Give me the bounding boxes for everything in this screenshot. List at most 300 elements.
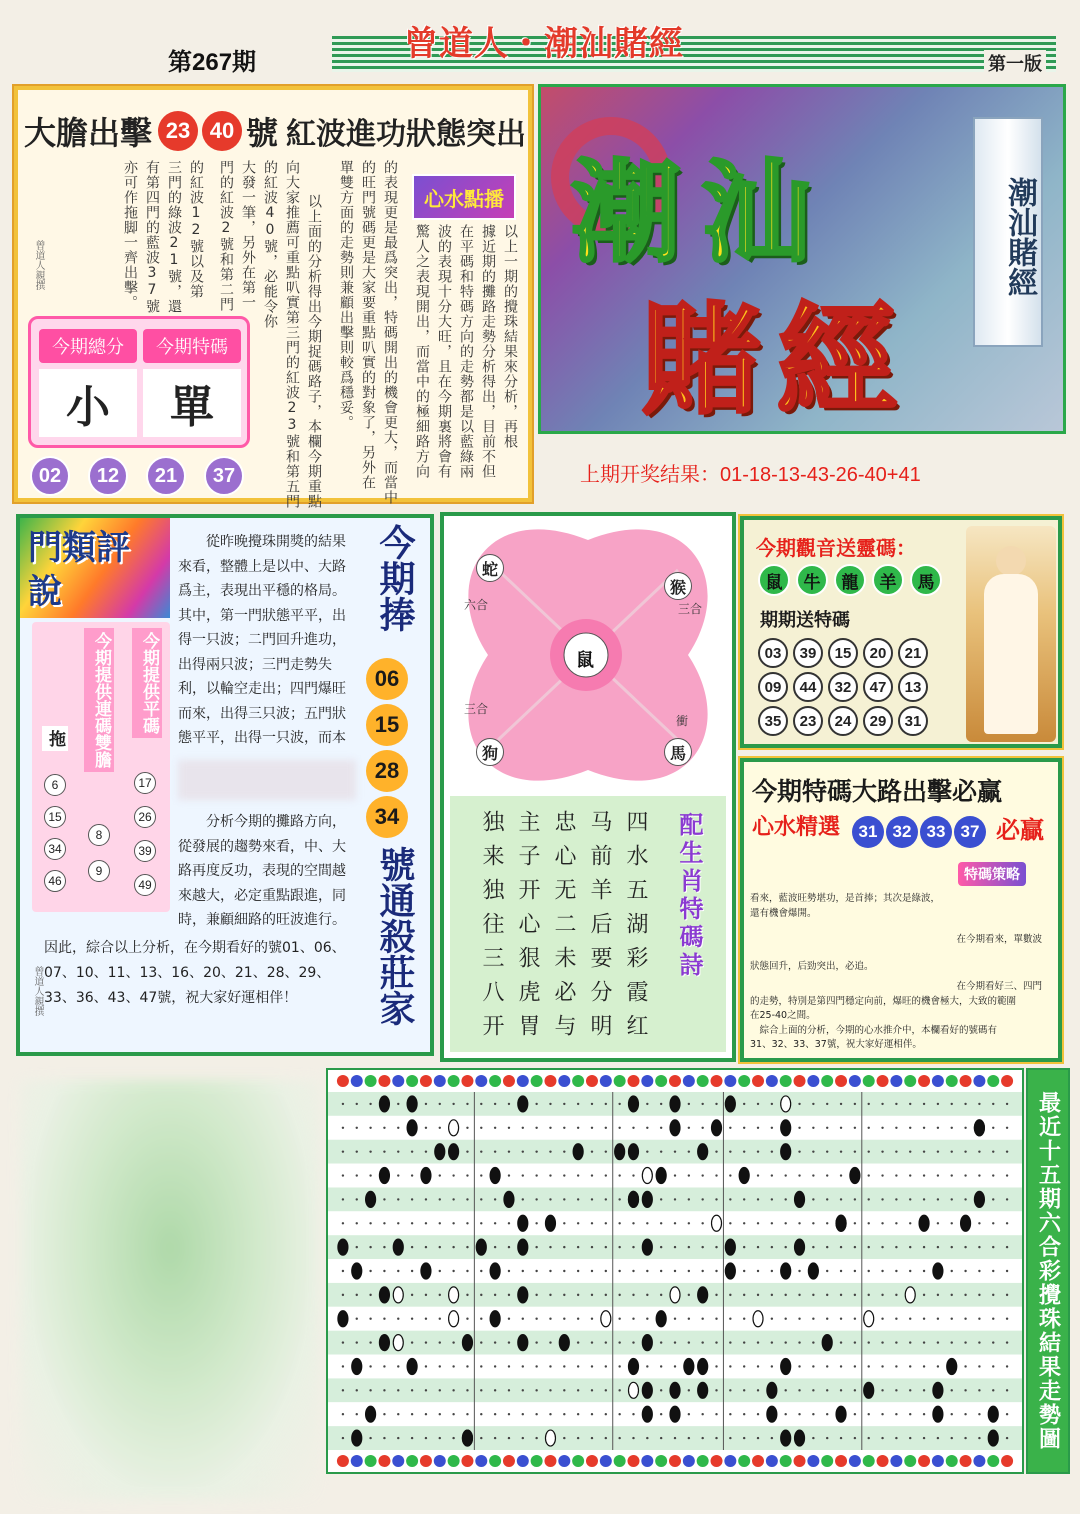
header-ball bbox=[517, 1075, 529, 1087]
trend-dot bbox=[826, 1389, 828, 1391]
tuo-list bbox=[44, 774, 66, 892]
trend-dot bbox=[1006, 1318, 1008, 1320]
trend-dot bbox=[660, 1127, 662, 1129]
trend-dot bbox=[715, 1174, 717, 1176]
trend-dot bbox=[688, 1174, 690, 1176]
drawn-mark bbox=[518, 1335, 528, 1351]
trend-dot bbox=[452, 1365, 454, 1367]
trend-dot bbox=[909, 1365, 911, 1367]
special-mark bbox=[449, 1287, 459, 1303]
drawn-mark bbox=[988, 1406, 998, 1422]
trend-dot bbox=[784, 1246, 786, 1248]
trend-dot bbox=[992, 1341, 994, 1343]
tuo-label: 拖 bbox=[42, 726, 68, 751]
trend-dot bbox=[508, 1437, 510, 1439]
trend-dot bbox=[563, 1103, 565, 1105]
header-ball bbox=[378, 1455, 390, 1467]
article-col-11: 的紅波40號，必能令你 bbox=[262, 160, 278, 329]
trend-dot bbox=[535, 1318, 537, 1320]
trend-dot bbox=[743, 1413, 745, 1415]
trend-dot bbox=[937, 1437, 939, 1439]
trend-dot bbox=[383, 1270, 385, 1272]
header-ball bbox=[378, 1075, 390, 1087]
trend-dot bbox=[439, 1341, 441, 1343]
header-ball bbox=[766, 1455, 778, 1467]
trend-dot bbox=[895, 1222, 897, 1224]
trend-dot bbox=[549, 1365, 551, 1367]
trend-dot bbox=[397, 1270, 399, 1272]
drawn-mark bbox=[642, 1406, 652, 1422]
trend-dot bbox=[452, 1389, 454, 1391]
trend-dot bbox=[411, 1294, 413, 1296]
trend-dot bbox=[784, 1318, 786, 1320]
special-line-1: 看來，藍波旺勢堪功，是首捧；其次是綠波， bbox=[750, 893, 941, 904]
drawn-mark bbox=[795, 1191, 805, 1207]
trend-dot bbox=[439, 1270, 441, 1272]
trend-dot bbox=[494, 1365, 496, 1367]
drawn-mark bbox=[407, 1096, 417, 1112]
trend-dot bbox=[743, 1198, 745, 1200]
trend-dot bbox=[646, 1318, 648, 1320]
trend-dot bbox=[951, 1437, 953, 1439]
header-ball bbox=[461, 1455, 473, 1467]
trend-dot bbox=[646, 1127, 648, 1129]
trend-dot bbox=[1006, 1222, 1008, 1224]
trend-dot bbox=[701, 1103, 703, 1105]
trend-dot bbox=[840, 1389, 842, 1391]
trend-dot bbox=[356, 1294, 358, 1296]
grid-ball: 39 bbox=[793, 638, 823, 668]
trend-dot bbox=[632, 1341, 634, 1343]
drawn-mark bbox=[504, 1191, 514, 1207]
trend-dot bbox=[494, 1341, 496, 1343]
trend-dot bbox=[812, 1198, 814, 1200]
trend-dot bbox=[978, 1437, 980, 1439]
trend-dot bbox=[466, 1127, 468, 1129]
side-ball: 28 bbox=[366, 750, 408, 792]
trend-dot bbox=[383, 1150, 385, 1152]
trend-dot bbox=[605, 1127, 607, 1129]
trend-dot bbox=[342, 1103, 344, 1105]
trend-dot bbox=[522, 1365, 524, 1367]
trend-dot bbox=[881, 1365, 883, 1367]
trend-dot bbox=[868, 1150, 870, 1152]
trend-dot bbox=[895, 1270, 897, 1272]
trend-dot bbox=[757, 1437, 759, 1439]
trend-dot bbox=[674, 1318, 676, 1320]
trend-dot bbox=[356, 1222, 358, 1224]
trend-dot bbox=[729, 1294, 731, 1296]
trend-dot bbox=[688, 1246, 690, 1248]
drawn-mark bbox=[573, 1144, 583, 1160]
trend-dot bbox=[715, 1437, 717, 1439]
animal-ball: 鼠 bbox=[758, 564, 790, 596]
header-ball bbox=[392, 1455, 404, 1467]
trend-dot bbox=[605, 1150, 607, 1152]
trend-title-bar bbox=[1026, 1068, 1070, 1474]
trend-dot bbox=[937, 1174, 939, 1176]
trend-dot bbox=[868, 1294, 870, 1296]
trend-dot bbox=[522, 1318, 524, 1320]
trend-dot bbox=[854, 1127, 856, 1129]
trend-dot bbox=[743, 1318, 745, 1320]
header-ball bbox=[904, 1455, 916, 1467]
trend-dot bbox=[715, 1341, 717, 1343]
header-ball bbox=[434, 1075, 446, 1087]
trend-dot bbox=[397, 1413, 399, 1415]
trend-dot bbox=[383, 1222, 385, 1224]
grid-ball: 32 bbox=[828, 672, 858, 702]
article-col-15: 三門的綠波21號，還 bbox=[166, 160, 182, 314]
guanyin-animals bbox=[758, 564, 942, 596]
header-ball bbox=[365, 1455, 377, 1467]
header-ball bbox=[932, 1075, 944, 1087]
drawn-mark bbox=[615, 1144, 625, 1160]
trend-dot bbox=[798, 1294, 800, 1296]
side-balls bbox=[366, 658, 408, 838]
trend-dot bbox=[798, 1318, 800, 1320]
trend-dot bbox=[909, 1198, 911, 1200]
faded-artwork bbox=[20, 1080, 320, 1500]
header-ball bbox=[987, 1075, 999, 1087]
trend-dot bbox=[909, 1246, 911, 1248]
animal-ball: 馬 bbox=[910, 564, 942, 596]
trend-dot bbox=[549, 1198, 551, 1200]
tuo-ball: 6 bbox=[44, 774, 66, 796]
trend-dot bbox=[425, 1437, 427, 1439]
trend-dot bbox=[356, 1318, 358, 1320]
header-ball bbox=[821, 1455, 833, 1467]
pick-ball-1: 02 bbox=[30, 456, 70, 496]
trend-dot bbox=[577, 1174, 579, 1176]
trend-dot bbox=[992, 1174, 994, 1176]
trend-dot bbox=[798, 1413, 800, 1415]
trend-dot bbox=[978, 1413, 980, 1415]
trend-dot bbox=[743, 1365, 745, 1367]
trend-dot bbox=[356, 1127, 358, 1129]
trend-dot bbox=[466, 1150, 468, 1152]
trend-dot bbox=[411, 1437, 413, 1439]
trend-dot bbox=[356, 1341, 358, 1343]
header-ball bbox=[780, 1075, 792, 1087]
trend-dot bbox=[715, 1103, 717, 1105]
trend-dot bbox=[646, 1222, 648, 1224]
side-ball: 15 bbox=[366, 704, 408, 746]
header-ball bbox=[406, 1075, 418, 1087]
trend-dot bbox=[494, 1127, 496, 1129]
trend-dot bbox=[369, 1174, 371, 1176]
grid-ball: 35 bbox=[758, 706, 788, 736]
trend-dot bbox=[784, 1341, 786, 1343]
trend-dot bbox=[1006, 1246, 1008, 1248]
header-ball bbox=[600, 1075, 612, 1087]
trend-dot bbox=[522, 1150, 524, 1152]
special-mark bbox=[601, 1311, 611, 1327]
trend-dot bbox=[964, 1198, 966, 1200]
trend-dot bbox=[826, 1246, 828, 1248]
header-ball bbox=[448, 1075, 460, 1087]
trend-dot bbox=[757, 1222, 759, 1224]
trend-dot bbox=[522, 1413, 524, 1415]
trend-dot bbox=[923, 1389, 925, 1391]
trend-dot bbox=[715, 1413, 717, 1415]
trend-dot bbox=[840, 1318, 842, 1320]
trend-dot bbox=[868, 1222, 870, 1224]
trend-dot bbox=[771, 1127, 773, 1129]
drawn-mark bbox=[725, 1263, 735, 1279]
drawn-mark bbox=[933, 1382, 943, 1398]
issue-number: 第267期 bbox=[168, 49, 257, 76]
drawn-mark bbox=[698, 1287, 708, 1303]
total-special-box bbox=[28, 316, 250, 448]
trend-dot bbox=[840, 1127, 842, 1129]
drawn-mark bbox=[698, 1382, 708, 1398]
trend-dot bbox=[383, 1318, 385, 1320]
header-ball bbox=[1001, 1075, 1013, 1087]
trend-dot bbox=[937, 1294, 939, 1296]
trend-dot bbox=[480, 1222, 482, 1224]
pingma-ball: 39 bbox=[134, 840, 156, 862]
header-ball bbox=[683, 1075, 695, 1087]
drawn-mark bbox=[642, 1382, 652, 1398]
trend-dot bbox=[411, 1246, 413, 1248]
trend-dot bbox=[881, 1437, 883, 1439]
header-ball bbox=[724, 1455, 736, 1467]
trend-dot bbox=[854, 1103, 856, 1105]
trend-dot bbox=[951, 1389, 953, 1391]
drawn-mark bbox=[698, 1144, 708, 1160]
header-ball bbox=[572, 1075, 584, 1087]
trend-dot bbox=[909, 1222, 911, 1224]
trend-dot bbox=[840, 1174, 842, 1176]
header-ball bbox=[337, 1455, 349, 1467]
header-ball bbox=[904, 1075, 916, 1087]
drawn-mark bbox=[518, 1096, 528, 1112]
trend-dot bbox=[895, 1198, 897, 1200]
header-ball bbox=[655, 1455, 667, 1467]
trend-dot bbox=[646, 1150, 648, 1152]
pingma-ball: 49 bbox=[134, 874, 156, 896]
trend-dot bbox=[688, 1222, 690, 1224]
trend-dot bbox=[452, 1246, 454, 1248]
trend-dot bbox=[951, 1246, 953, 1248]
special-mark bbox=[449, 1120, 459, 1136]
trend-dot bbox=[895, 1127, 897, 1129]
trend-dot bbox=[660, 1198, 662, 1200]
trend-dot bbox=[937, 1341, 939, 1343]
trend-dot bbox=[397, 1389, 399, 1391]
trend-dot bbox=[826, 1294, 828, 1296]
drawn-mark bbox=[366, 1191, 376, 1207]
drawn-mark bbox=[462, 1335, 472, 1351]
drawn-mark bbox=[974, 1120, 984, 1136]
trend-dot bbox=[978, 1174, 980, 1176]
trend-dot bbox=[1006, 1389, 1008, 1391]
trend-dot bbox=[425, 1294, 427, 1296]
trend-dot bbox=[480, 1198, 482, 1200]
trend-dot bbox=[923, 1413, 925, 1415]
trend-dot bbox=[342, 1150, 344, 1152]
trend-dot bbox=[854, 1389, 856, 1391]
trend-dot bbox=[798, 1365, 800, 1367]
trend-dot bbox=[715, 1270, 717, 1272]
trend-dot bbox=[425, 1318, 427, 1320]
special-value: 單 bbox=[143, 369, 241, 437]
special-mark bbox=[753, 1311, 763, 1327]
drawn-mark bbox=[628, 1358, 638, 1374]
trend-dot bbox=[466, 1198, 468, 1200]
trend-dot bbox=[466, 1103, 468, 1105]
drawn-mark bbox=[421, 1263, 431, 1279]
trend-dot bbox=[439, 1246, 441, 1248]
article-col-13: 門的紅波2號和第二門 bbox=[218, 160, 234, 312]
trend-dot bbox=[881, 1341, 883, 1343]
drawn-mark bbox=[393, 1239, 403, 1255]
trend-dot bbox=[715, 1198, 717, 1200]
trend-dot bbox=[1006, 1103, 1008, 1105]
trend-dot bbox=[992, 1150, 994, 1152]
trend-dot bbox=[591, 1103, 593, 1105]
poem-title: 配生肖特碼詩 bbox=[675, 812, 703, 980]
trend-dot bbox=[881, 1150, 883, 1152]
signature: 曾道人親撰 bbox=[33, 240, 44, 290]
special-line-2: 還有機會爆開。 bbox=[750, 907, 817, 919]
headline-right: 紅波進功狀態突出 bbox=[286, 117, 527, 152]
grid-ball: 13 bbox=[898, 672, 928, 702]
trend-dot bbox=[992, 1198, 994, 1200]
trend-dot bbox=[397, 1222, 399, 1224]
trend-dot bbox=[771, 1174, 773, 1176]
header-ball bbox=[752, 1455, 764, 1467]
header-ball bbox=[517, 1455, 529, 1467]
trend-dot bbox=[397, 1103, 399, 1105]
trend-dot bbox=[895, 1389, 897, 1391]
trend-dot bbox=[480, 1318, 482, 1320]
trend-dot bbox=[618, 1318, 620, 1320]
trend-dot bbox=[854, 1198, 856, 1200]
trend-dot bbox=[535, 1222, 537, 1224]
trend-dot bbox=[646, 1437, 648, 1439]
banner-title-line1: 潮汕 bbox=[571, 148, 831, 277]
trend-dot bbox=[480, 1174, 482, 1176]
grid-ball: 03 bbox=[758, 638, 788, 668]
trend-dot bbox=[494, 1389, 496, 1391]
trend-dot bbox=[452, 1437, 454, 1439]
trend-dot bbox=[522, 1174, 524, 1176]
drawn-mark bbox=[933, 1263, 943, 1279]
trend-dot bbox=[992, 1294, 994, 1296]
trend-dot bbox=[854, 1365, 856, 1367]
trend-dot bbox=[411, 1222, 413, 1224]
trend-dot bbox=[757, 1150, 759, 1152]
trend-dot bbox=[494, 1413, 496, 1415]
trend-dot bbox=[771, 1222, 773, 1224]
trend-dot bbox=[397, 1127, 399, 1129]
trend-dot bbox=[923, 1103, 925, 1105]
trend-dot bbox=[356, 1103, 358, 1105]
trend-dot bbox=[369, 1270, 371, 1272]
trend-dot bbox=[881, 1127, 883, 1129]
trend-dot bbox=[577, 1341, 579, 1343]
trend-dot bbox=[992, 1222, 994, 1224]
drawn-mark bbox=[781, 1120, 791, 1136]
special-mark bbox=[393, 1335, 403, 1351]
trend-dot bbox=[549, 1413, 551, 1415]
trend-dot bbox=[868, 1198, 870, 1200]
trend-dot bbox=[854, 1294, 856, 1296]
trend-dot bbox=[452, 1413, 454, 1415]
trend-dot bbox=[868, 1246, 870, 1248]
trend-dot bbox=[411, 1341, 413, 1343]
special-line-3: 在今期看來，單數波 bbox=[956, 934, 1042, 945]
trend-dot bbox=[881, 1389, 883, 1391]
drawn-mark bbox=[947, 1358, 957, 1374]
trend-dot bbox=[909, 1389, 911, 1391]
pick-ball-3: 21 bbox=[146, 456, 186, 496]
trend-dot bbox=[854, 1341, 856, 1343]
trend-dot bbox=[937, 1365, 939, 1367]
trend-title: 最近十五期六合彩攪珠結果走勢圖 bbox=[1035, 1091, 1061, 1451]
grid-ball: 47 bbox=[863, 672, 893, 702]
drawn-mark bbox=[518, 1287, 528, 1303]
header-ball bbox=[821, 1075, 833, 1087]
side-ball: 06 bbox=[366, 658, 408, 700]
trend-dot bbox=[342, 1413, 344, 1415]
header-ball bbox=[877, 1455, 889, 1467]
trend-dot bbox=[688, 1198, 690, 1200]
drawn-mark bbox=[698, 1358, 708, 1374]
trend-dot bbox=[951, 1318, 953, 1320]
mid-left-signature: 曾道人親撰 bbox=[32, 966, 43, 1016]
trend-dot bbox=[881, 1318, 883, 1320]
trend-dot bbox=[674, 1437, 676, 1439]
trend-dot bbox=[812, 1127, 814, 1129]
trend-dot bbox=[605, 1198, 607, 1200]
header-ball bbox=[489, 1075, 501, 1087]
trend-dot bbox=[397, 1365, 399, 1367]
trend-dot bbox=[757, 1270, 759, 1272]
header-ball bbox=[1001, 1455, 1013, 1467]
trend-dot bbox=[978, 1318, 980, 1320]
trend-dot bbox=[854, 1150, 856, 1152]
header-ball bbox=[641, 1075, 653, 1087]
trend-dot bbox=[881, 1174, 883, 1176]
trend-dot bbox=[812, 1294, 814, 1296]
trend-dot bbox=[688, 1294, 690, 1296]
drawn-mark bbox=[545, 1215, 555, 1231]
trend-dot bbox=[978, 1270, 980, 1272]
trend-dot bbox=[964, 1127, 966, 1129]
drawn-mark bbox=[739, 1168, 749, 1184]
trend-dot bbox=[383, 1437, 385, 1439]
pair-ball: 8 bbox=[88, 824, 110, 846]
trend-dot bbox=[439, 1437, 441, 1439]
trend-dot bbox=[964, 1294, 966, 1296]
drawn-mark bbox=[462, 1430, 472, 1446]
trend-dot bbox=[951, 1270, 953, 1272]
trend-dot bbox=[591, 1365, 593, 1367]
trend-dot bbox=[854, 1246, 856, 1248]
trend-dot bbox=[840, 1294, 842, 1296]
trend-dot bbox=[632, 1318, 634, 1320]
trend-dot bbox=[909, 1341, 911, 1343]
trend-dot bbox=[383, 1127, 385, 1129]
trend-dot bbox=[895, 1318, 897, 1320]
trend-dot bbox=[591, 1198, 593, 1200]
article-col-3: 在平碼和特碼方向的走勢都是以藍綠兩 bbox=[458, 224, 474, 479]
trend-dot bbox=[757, 1294, 759, 1296]
trend-dot bbox=[798, 1103, 800, 1105]
